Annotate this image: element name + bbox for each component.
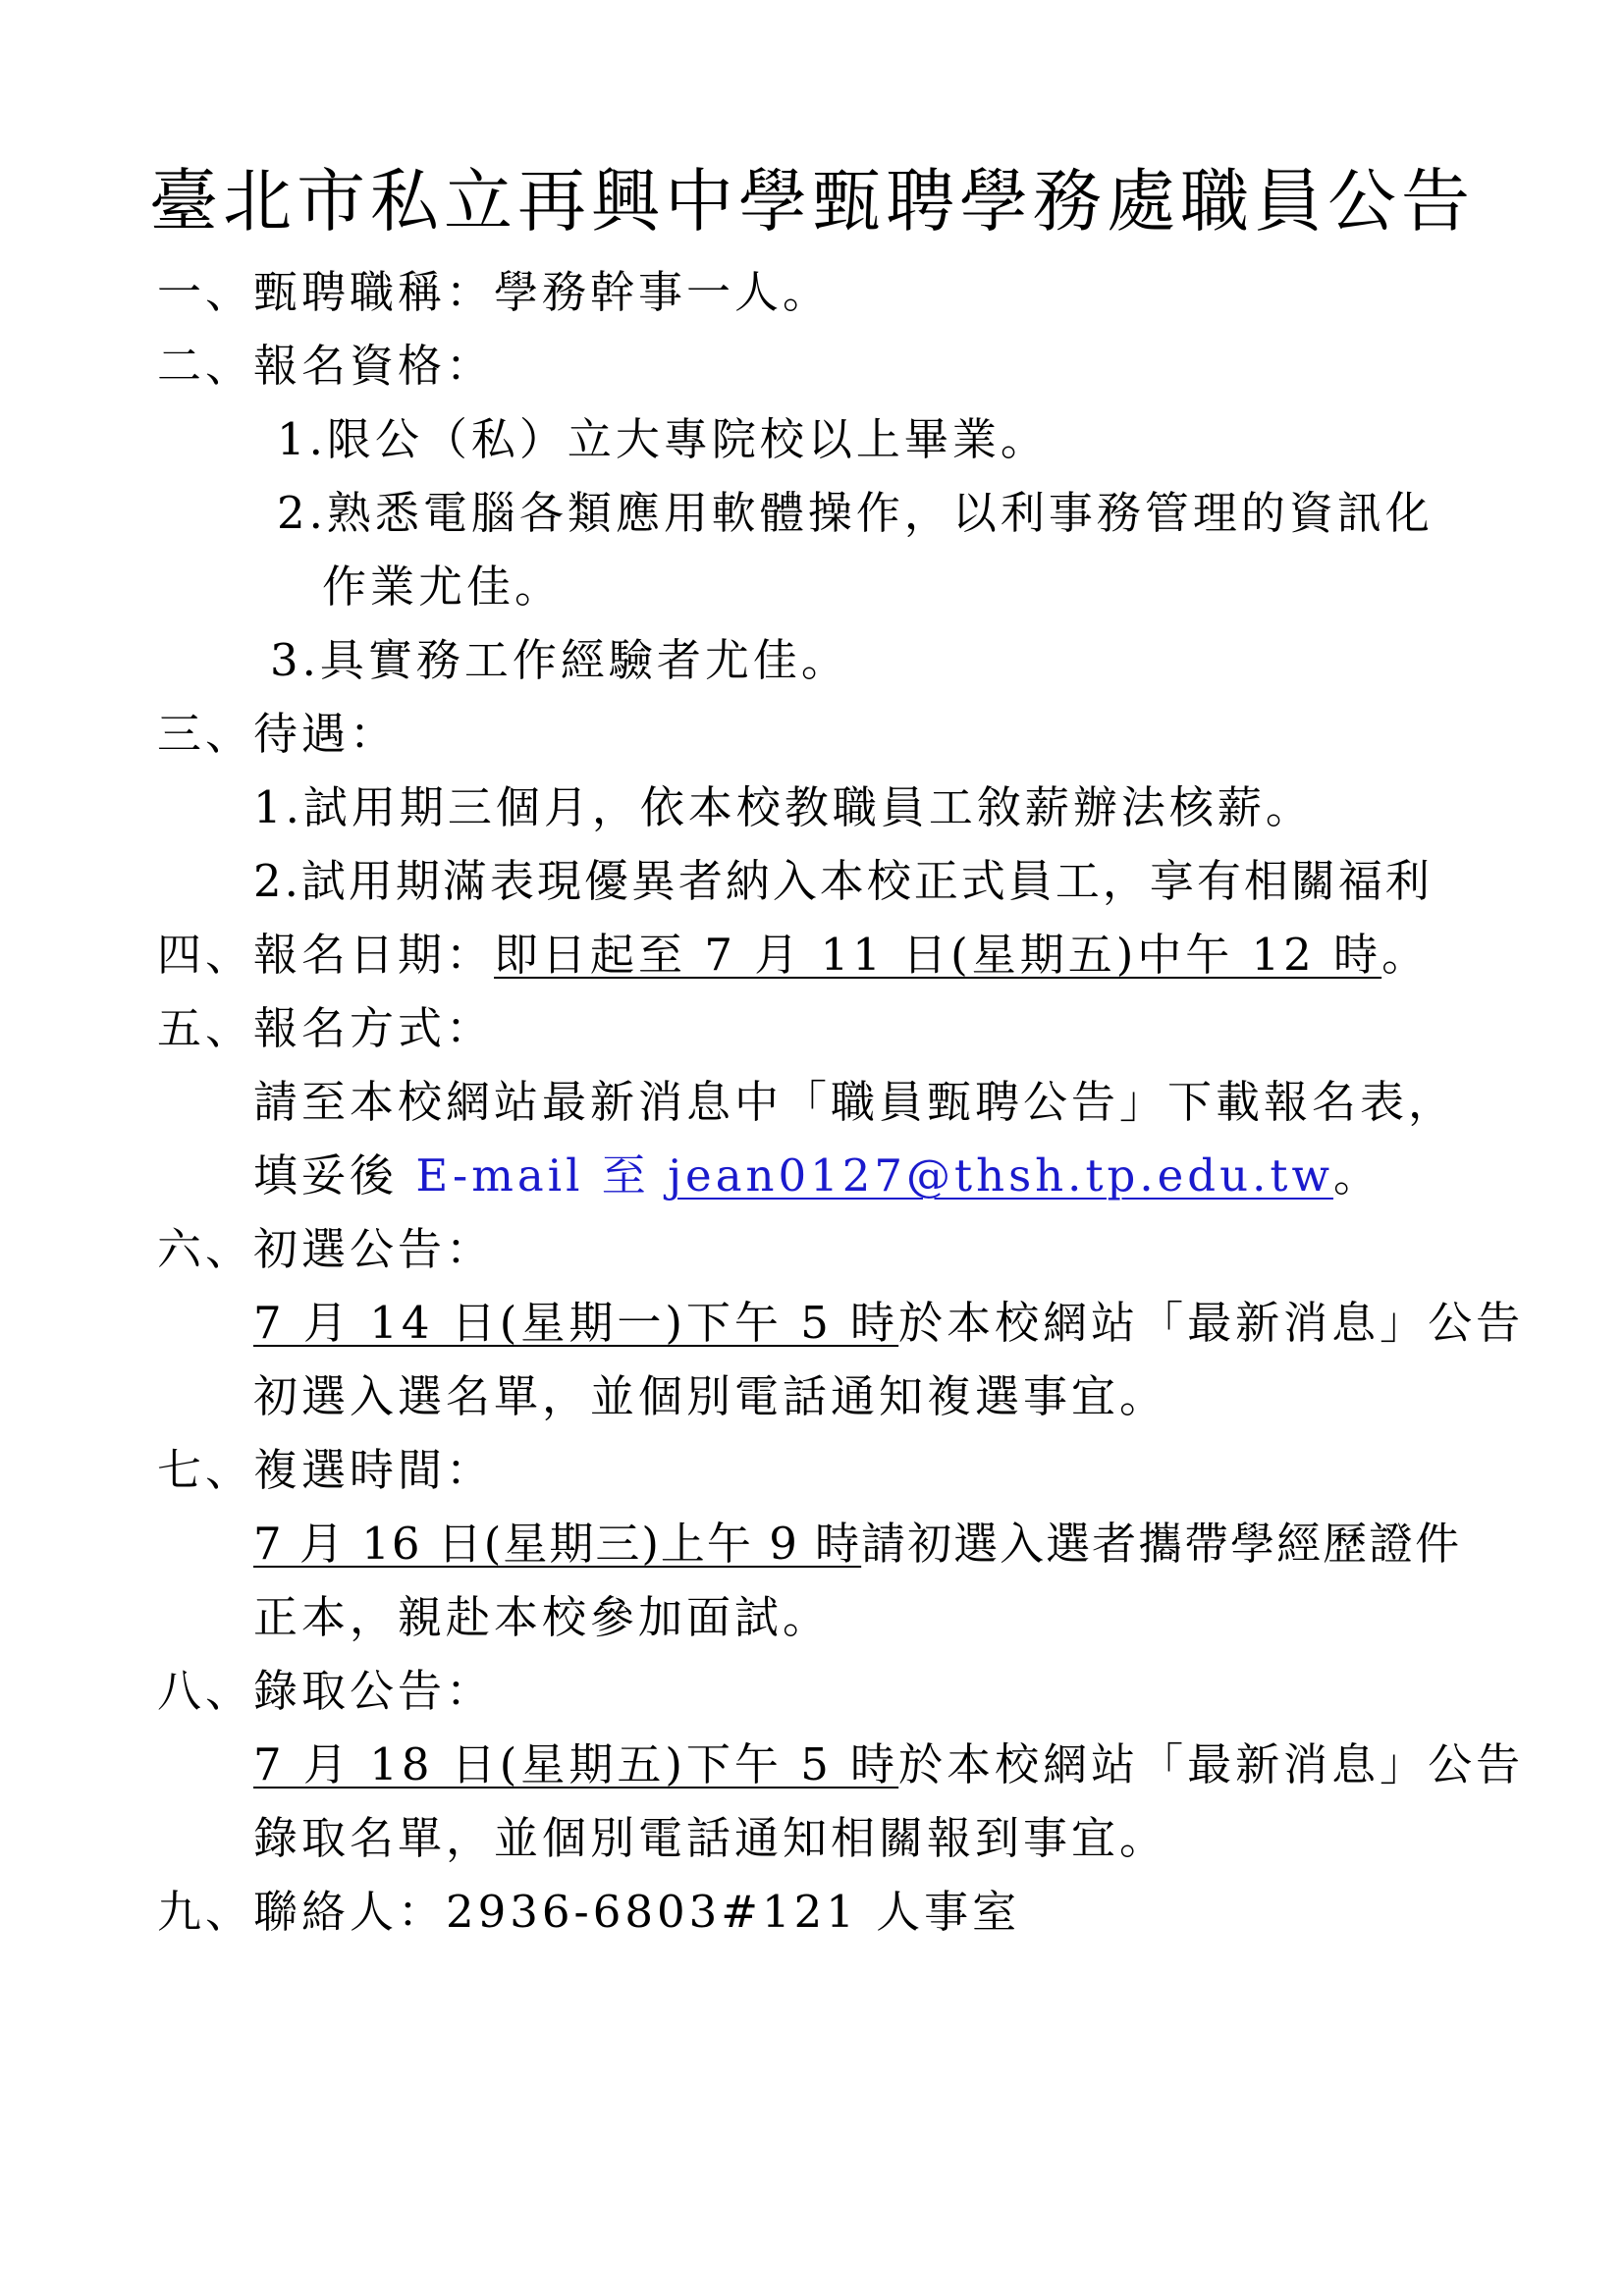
section-5-heading <box>157 999 494 1058</box>
section-7-line-1 <box>253 1515 1461 1574</box>
section-6-rest: 於本校網站「最新消息」公告 <box>898 1297 1525 1349</box>
contact-info: 聯絡人：2936-6803#121 人事室 <box>253 1886 1021 1938</box>
section-1-text: 甄聘職稱：學務幹事一人。 <box>253 266 832 318</box>
section-5-title: 報名方式： <box>253 1002 495 1054</box>
section-7-heading <box>157 1441 494 1500</box>
section-2-item-3: 3.具實務工作經驗者尤佳。 <box>270 634 849 686</box>
section-5-pre: 填妥後 <box>253 1149 416 1201</box>
section-8-number: 八、 <box>157 1665 254 1717</box>
section-7-title: 複選時間： <box>253 1444 495 1496</box>
section-8-title: 錄取公告： <box>253 1665 495 1717</box>
section-8-line-1 <box>253 1735 1524 1794</box>
section-5-line-1: 請至本校網站最新消息中「職員甄聘公告」下載報名表， <box>253 1076 1457 1128</box>
section-2-title: 報名資格： <box>253 340 495 392</box>
section-4-label: 報名日期： <box>253 929 495 981</box>
section-2-number: 二、 <box>157 340 254 392</box>
section-5-number: 五、 <box>157 1002 254 1054</box>
section-9-number: 九、 <box>157 1886 254 1938</box>
section-3-item-1: 1.試用期三個月，依本校教職員工敘薪辦法核薪。 <box>253 781 1314 833</box>
email-label: E-mail 至 <box>415 1149 669 1201</box>
section-6-line-1 <box>253 1294 1524 1353</box>
section-1 <box>157 263 831 322</box>
section-2-item-1: 1.限公（私）立大專院校以上畢業。 <box>277 413 1049 465</box>
preliminary-announce-date: 7 月 14 日(星期一)下午 5 時 <box>253 1297 899 1349</box>
section-2-heading <box>157 337 494 396</box>
section-9 <box>157 1883 1020 1942</box>
section-3-title: 待遇： <box>253 708 399 760</box>
section-4-end: 。 <box>1381 929 1431 981</box>
section-8-line-2: 錄取名單，並個別電話通知相關報到事宜。 <box>253 1812 1168 1864</box>
page-title: 臺北市私立再興中學甄聘學務處職員公告 <box>149 161 1475 241</box>
section-1-number: 一、 <box>157 266 254 318</box>
section-3-number: 三、 <box>157 708 254 760</box>
section-7-number: 七、 <box>157 1444 254 1496</box>
section-7-rest: 請初選入選者攜帶學經歷證件 <box>861 1518 1462 1570</box>
section-6-title: 初選公告： <box>253 1223 495 1275</box>
section-6-heading <box>157 1220 494 1279</box>
section-6-number: 六、 <box>157 1223 254 1275</box>
section-2-item-2-cont: 作業尤佳。 <box>322 561 564 613</box>
section-6-line-2: 初選入選名單，並個別電話通知複選事宜。 <box>253 1370 1168 1422</box>
section-8-heading <box>157 1662 494 1721</box>
section-5-end: 。 <box>1333 1149 1382 1201</box>
section-8-rest: 於本校網站「最新消息」公告 <box>898 1738 1525 1790</box>
interview-date: 7 月 16 日(星期三)上午 9 時 <box>253 1518 862 1570</box>
registration-date: 即日起至 7 月 11 日(星期五)中午 12 時 <box>494 929 1382 981</box>
section-5-line-2 <box>253 1147 1381 1205</box>
section-2-item-2: 2.熟悉電腦各類應用軟體操作，以利事務管理的資訊化 <box>277 487 1434 539</box>
admission-announce-date: 7 月 18 日(星期五)下午 5 時 <box>253 1738 899 1790</box>
section-4 <box>157 926 1430 985</box>
section-3-item-2: 2.試用期滿表現優異者納入本校正式員工，享有相關福利 <box>253 855 1433 907</box>
section-7-line-2: 正本，親赴本校參加面試。 <box>253 1591 832 1643</box>
email-link[interactable]: jean0127@thsh.tp.edu.tw <box>668 1149 1333 1201</box>
section-4-number: 四、 <box>157 929 254 981</box>
section-3-heading <box>157 705 398 764</box>
